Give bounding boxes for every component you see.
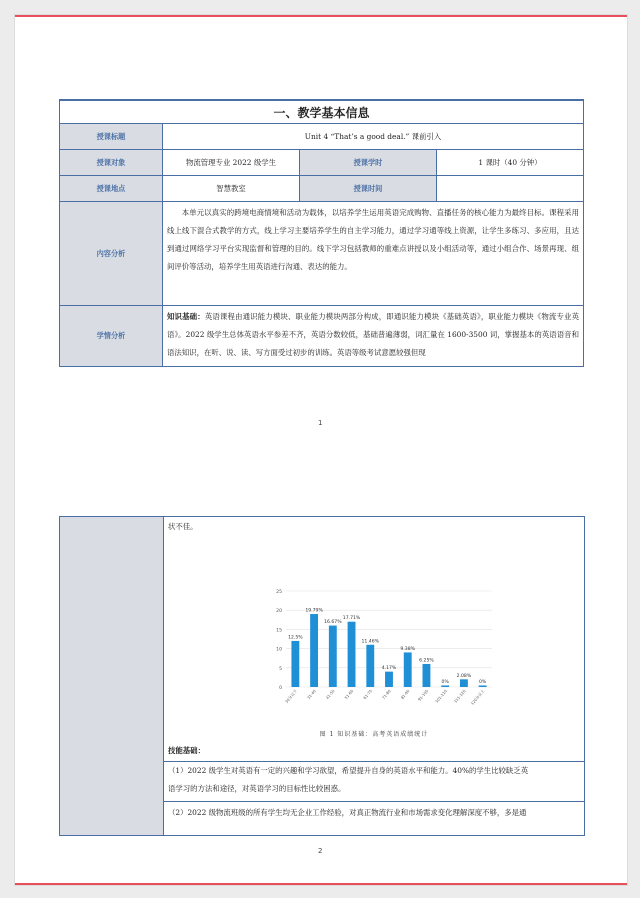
data-label: 12.5% xyxy=(288,635,303,641)
content-analysis-label: 内容分析 xyxy=(60,202,163,306)
data-label: 19.79% xyxy=(305,608,323,614)
continued-content xyxy=(164,517,584,835)
x-tick-label: 31-40 xyxy=(305,688,317,701)
data-label: 9.38% xyxy=(400,646,416,652)
content-analysis-text xyxy=(163,202,584,306)
section-title: 一、教学基本信息 xyxy=(60,100,584,124)
y-tick-label: 20 xyxy=(276,609,282,615)
skill-item-1-line-2: 语学习的方法和途径，对英语学习的目标性比较困惑。 xyxy=(168,784,346,793)
chart-bar xyxy=(329,626,337,687)
lesson-time-value xyxy=(437,176,584,202)
x-tick-label: 30分以下 xyxy=(283,688,299,705)
page-number-2: 2 xyxy=(318,847,323,855)
y-tick-label: 5 xyxy=(279,666,282,672)
learner-analysis-label: 学情分析 xyxy=(60,306,163,367)
lesson-title-value: Unit 4 “That’s a good deal.” 课前引入 xyxy=(163,124,584,150)
content-analysis-paragraph: 本单元以真实的跨境电商情境和活动为载体，以培养学生运用英语完成购物、直播任务的核心能力为最终目标。课程采用线上线下混合式教学的方式，线上学习主要培养学生的自主学习能力，通过学习通等线上资源，让学生多练习、多应用，且达到通过网络学习平台实现监督和管理的目的。线下学习包括教师的重难点讲授以及小组活动等，通过小组合作、场景再现、组间评价等活动，培养学生用英语进行沟通、表达的能力。 xyxy=(167,208,580,271)
learner-analysis-text: 英语课程由通识能力模块、职业能力模块两部分构成，即通识能力模块《基础英语》，职业能力模块《物流专业英语》。2022 级学生总体英语水平参差不齐，英语分数较低，基础普遍薄弱，词汇量在 1600-3500 词，掌握基本的英语语音和语法知识，在听、说、读、写方面受过初步的训练。英语等级考试意愿较强但现 xyxy=(167,312,580,357)
y-tick-label: 10 xyxy=(276,647,282,653)
page-number-1: 1 xyxy=(318,419,323,427)
lesson-title-label: 授课标题 xyxy=(60,124,163,150)
chart-caption: 图 1 知识基础：高考英语成绩统计 xyxy=(319,731,429,738)
x-tick-label: 81-90 xyxy=(399,688,411,701)
lesson-place-label: 授课地点 xyxy=(60,176,163,202)
data-label: 0% xyxy=(478,679,487,685)
top-accent-line xyxy=(15,15,627,17)
chart-bar xyxy=(479,685,487,687)
chart-y-tick-labels xyxy=(276,589,282,691)
x-tick-label: 51-60 xyxy=(343,688,355,701)
data-label: 4.17% xyxy=(381,666,397,672)
skill-item-2-line-1: （2）2022 级物流班级的所有学生均无企业工作经验，对真正物流行业和市场需求变化理解深度不够，多是通 xyxy=(168,808,527,817)
chart-bar xyxy=(460,679,468,687)
lesson-object-value: 物流管理专业 2022 级学生 xyxy=(163,150,300,176)
x-tick-label: 91-100 xyxy=(416,688,430,702)
chart-x-tick-labels xyxy=(284,688,486,706)
basic-info-table xyxy=(59,99,584,367)
lesson-hours-value: 1 课时（40 分钟） xyxy=(437,150,584,176)
x-tick-label: 41-50 xyxy=(324,688,336,701)
score-bar-chart xyxy=(260,585,496,725)
learner-analysis-clip xyxy=(167,308,579,364)
lesson-time-label: 授课时间 xyxy=(300,176,437,202)
x-tick-label: 101-110 xyxy=(433,688,448,704)
x-tick-label: 111-120 xyxy=(452,688,467,704)
chart-bar xyxy=(291,641,299,687)
bottom-accent-line xyxy=(15,883,627,885)
data-label: 6.25% xyxy=(419,658,434,664)
learner-analysis-cell xyxy=(163,306,584,367)
chart-bar xyxy=(423,664,431,687)
x-tick-label: 120分以上 xyxy=(469,688,486,706)
chart-bar xyxy=(366,645,374,687)
data-label: 17.71% xyxy=(342,616,361,622)
data-label: 0% xyxy=(441,679,449,685)
lesson-object-label: 授课对象 xyxy=(60,150,163,176)
data-label: 11.46% xyxy=(361,639,380,645)
x-tick-label: 71-80 xyxy=(380,688,392,701)
document-sheet xyxy=(14,14,628,886)
row-divider xyxy=(164,761,584,762)
skill-heading: 技能基础： xyxy=(168,746,205,755)
learner-analysis-continued xyxy=(59,516,585,836)
y-tick-label: 15 xyxy=(276,628,282,634)
lesson-hours-label: 授课学时 xyxy=(300,150,437,176)
y-tick-label: 25 xyxy=(276,590,282,595)
chart-bar xyxy=(385,672,393,687)
y-tick-label: 0 xyxy=(279,686,282,691)
knowledge-heading: 知识基础： xyxy=(167,312,205,321)
row-divider xyxy=(164,801,584,802)
data-label: 16.67% xyxy=(324,620,342,626)
x-tick-label: 61-70 xyxy=(362,688,374,701)
chart-bar xyxy=(348,622,356,687)
label-column xyxy=(60,517,164,835)
chart-bar xyxy=(404,652,412,687)
chart-bar xyxy=(441,685,449,687)
continued-first-line: 状不佳。 xyxy=(168,522,198,531)
lesson-place-value: 智慧教室 xyxy=(163,176,300,202)
chart-bar xyxy=(310,614,318,687)
skill-item-1-line-1: （1）2022 级学生对英语有一定的兴趣和学习欲望，希望提升自身的英语水平和能力。40%的学生比较缺乏英 xyxy=(168,766,529,775)
data-label: 2.08% xyxy=(456,673,472,679)
